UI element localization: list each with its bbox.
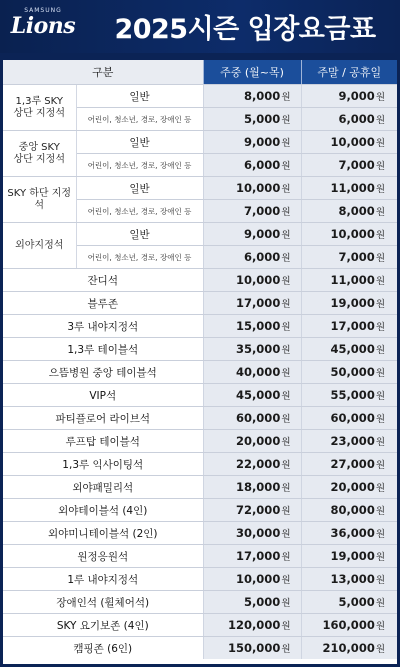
seat-name: 루프탑 테이블석	[3, 430, 203, 453]
table-row	[3, 499, 397, 522]
header-weekend: 주말 / 공휴일	[301, 60, 397, 85]
weekday-price-value: 17,000	[235, 549, 281, 563]
table-row	[3, 614, 397, 637]
weekend-price-value: 19,000	[330, 549, 375, 563]
weekday-price	[203, 453, 301, 476]
weekday-price	[203, 269, 301, 292]
currency-unit: 원	[375, 598, 386, 609]
table-row	[3, 430, 397, 453]
weekday-price-value: 120,000	[227, 618, 281, 632]
seat-name: 1,3루 테이블석	[3, 338, 203, 361]
ticket-type-general: 일반	[76, 85, 203, 108]
weekend-price-value: 13,000	[330, 572, 375, 586]
price-table	[3, 60, 397, 659]
ticket-type-discount: 어린이, 청소년, 경로, 장애인 등	[76, 154, 203, 177]
table-row	[3, 568, 397, 591]
currency-unit: 원	[375, 276, 386, 287]
weekend-price-value: 55,000	[330, 388, 375, 402]
weekend-price	[301, 499, 397, 522]
ticket-type-discount: 어린이, 청소년, 경로, 장애인 등	[76, 108, 203, 131]
table-row	[3, 407, 397, 430]
table-row	[3, 384, 397, 407]
currency-unit: 원	[375, 345, 386, 356]
weekday-price-value: 17,000	[235, 296, 281, 310]
currency-unit: 원	[375, 92, 386, 103]
currency-unit: 원	[375, 483, 386, 494]
currency-unit: 원	[281, 644, 291, 655]
weekend-price-value: 27,000	[330, 457, 375, 471]
weekend-price	[301, 384, 397, 407]
weekday-price	[203, 177, 301, 200]
table-row	[3, 315, 397, 338]
currency-unit: 원	[375, 138, 386, 149]
weekday-price	[203, 292, 301, 315]
weekend-price-value: 60,000	[330, 411, 375, 425]
logo-samsung-text: SAMSUNG	[24, 7, 62, 14]
table-row	[3, 269, 397, 292]
seat-name: 잔디석	[3, 269, 203, 292]
currency-unit: 원	[281, 460, 291, 471]
weekend-price	[301, 131, 397, 154]
weekend-price	[301, 591, 397, 614]
weekday-price	[203, 430, 301, 453]
weekday-price-value: 8,000	[243, 89, 281, 103]
currency-unit: 원	[375, 299, 386, 310]
currency-unit: 원	[281, 506, 291, 517]
weekday-price	[203, 499, 301, 522]
currency-unit: 원	[281, 161, 291, 172]
table-row	[3, 545, 397, 568]
weekday-price	[203, 200, 301, 223]
currency-unit: 원	[375, 115, 386, 126]
currency-unit: 원	[375, 391, 386, 402]
currency-unit: 원	[375, 230, 386, 241]
currency-unit: 원	[375, 184, 386, 195]
weekday-price-value: 18,000	[235, 480, 281, 494]
seat-name: 외야패밀리석	[3, 476, 203, 499]
table-row	[3, 131, 397, 154]
lions-logo	[10, 5, 76, 47]
currency-unit: 원	[281, 598, 291, 609]
currency-unit: 원	[281, 138, 291, 149]
weekend-price	[301, 637, 397, 660]
weekday-price-value: 72,000	[235, 503, 281, 517]
currency-unit: 원	[375, 621, 386, 632]
page-title: 2025시즌 입장요금표	[114, 14, 376, 45]
weekday-price	[203, 568, 301, 591]
weekday-price-value: 35,000	[235, 342, 281, 356]
ticket-type-discount: 어린이, 청소년, 경로, 장애인 등	[76, 200, 203, 223]
weekend-price	[301, 545, 397, 568]
seat-name: 으뜸병원 중앙 테이블석	[3, 361, 203, 384]
seat-name: 캠핑존 (6인)	[3, 637, 203, 660]
header-category: 구분	[3, 60, 203, 85]
currency-unit: 원	[281, 368, 291, 379]
weekday-price-value: 150,000	[227, 641, 281, 655]
weekday-price	[203, 315, 301, 338]
weekend-price-value: 6,000	[338, 112, 375, 126]
currency-unit: 원	[375, 552, 386, 563]
currency-unit: 원	[281, 437, 291, 448]
seat-group-line1: 중앙 SKY	[18, 141, 60, 153]
weekend-price-value: 19,000	[330, 296, 375, 310]
currency-unit: 원	[281, 299, 291, 310]
weekend-price	[301, 568, 397, 591]
weekday-price-value: 20,000	[235, 434, 281, 448]
weekday-price	[203, 591, 301, 614]
weekday-price-value: 7,000	[243, 204, 281, 218]
seat-name: 외야테이블석 (4인)	[3, 499, 203, 522]
table-row	[3, 522, 397, 545]
ticket-type-general: 일반	[76, 223, 203, 246]
weekday-price-value: 45,000	[235, 388, 281, 402]
currency-unit: 원	[281, 575, 291, 586]
currency-unit: 원	[281, 230, 291, 241]
seat-group-line2: 상단 지정석	[13, 107, 65, 119]
weekday-price	[203, 384, 301, 407]
currency-unit: 원	[281, 483, 291, 494]
table-row	[3, 223, 397, 246]
weekend-price	[301, 522, 397, 545]
currency-unit: 원	[375, 414, 386, 425]
weekend-price	[301, 614, 397, 637]
currency-unit: 원	[281, 414, 291, 425]
weekend-price	[301, 338, 397, 361]
seat-name: 1루 내야지정석	[3, 568, 203, 591]
weekday-price-value: 10,000	[235, 273, 281, 287]
seat-group-line1: 1,3루 SKY	[15, 95, 63, 107]
weekend-price	[301, 154, 397, 177]
ticket-type-general: 일반	[76, 177, 203, 200]
currency-unit: 원	[281, 115, 291, 126]
seat-group-line1: 외야지정석	[15, 239, 64, 251]
weekend-price	[301, 223, 397, 246]
currency-unit: 원	[281, 529, 291, 540]
currency-unit: 원	[281, 391, 291, 402]
weekend-price-value: 10,000	[330, 135, 375, 149]
seat-name: 1,3루 익사이팅석	[3, 453, 203, 476]
weekday-price	[203, 637, 301, 660]
seat-name: 외야미니테이블석 (2인)	[3, 522, 203, 545]
seat-group-name	[3, 223, 76, 269]
weekday-price	[203, 545, 301, 568]
weekday-price-value: 5,000	[243, 595, 281, 609]
currency-unit: 원	[375, 161, 386, 172]
weekday-price-value: 9,000	[243, 135, 281, 149]
seat-name: 3루 내야지정석	[3, 315, 203, 338]
seat-name: SKY 요기보존 (4인)	[3, 614, 203, 637]
currency-unit: 원	[375, 529, 386, 540]
weekday-price-value: 30,000	[235, 526, 281, 540]
weekday-price	[203, 131, 301, 154]
table-row	[3, 177, 397, 200]
weekend-price-value: 7,000	[338, 158, 375, 172]
currency-unit: 원	[281, 276, 291, 287]
weekday-price-value: 10,000	[235, 572, 281, 586]
weekday-price-value: 6,000	[243, 158, 281, 172]
weekend-price-value: 50,000	[330, 365, 375, 379]
currency-unit: 원	[281, 92, 291, 103]
ticket-type-discount: 어린이, 청소년, 경로, 장애인 등	[76, 246, 203, 269]
seat-name: 파티플로어 라이브석	[3, 407, 203, 430]
table-row	[3, 476, 397, 499]
seat-name: 원정응원석	[3, 545, 203, 568]
currency-unit: 원	[375, 437, 386, 448]
weekend-price-value: 5,000	[338, 595, 375, 609]
table-row	[3, 338, 397, 361]
weekend-price-value: 23,000	[330, 434, 375, 448]
currency-unit: 원	[375, 207, 386, 218]
weekday-price	[203, 476, 301, 499]
weekend-price-value: 36,000	[330, 526, 375, 540]
weekend-price-value: 45,000	[330, 342, 375, 356]
weekend-price	[301, 476, 397, 499]
weekday-price-value: 60,000	[235, 411, 281, 425]
weekend-price-value: 17,000	[330, 319, 375, 333]
table-body	[3, 85, 397, 660]
seat-group-name	[3, 131, 76, 177]
weekday-price	[203, 223, 301, 246]
currency-unit: 원	[281, 621, 291, 632]
weekday-price-value: 6,000	[243, 250, 281, 264]
seat-group-line2: 상단 지정석	[13, 153, 65, 165]
seat-name: VIP석	[3, 384, 203, 407]
weekday-price	[203, 407, 301, 430]
weekend-price-value: 210,000	[322, 641, 375, 655]
weekend-price-value: 11,000	[330, 273, 375, 287]
seat-group-name	[3, 177, 76, 223]
weekend-price-value: 8,000	[338, 204, 375, 218]
weekday-price	[203, 614, 301, 637]
currency-unit: 원	[375, 253, 386, 264]
weekend-price	[301, 269, 397, 292]
seat-group-line1: SKY 하단 지정석	[7, 187, 72, 211]
seat-name: 블루존	[3, 292, 203, 315]
weekend-price-value: 9,000	[338, 89, 375, 103]
weekday-price-value: 22,000	[235, 457, 281, 471]
weekend-price-value: 7,000	[338, 250, 375, 264]
weekday-price-value: 9,000	[243, 227, 281, 241]
weekend-price	[301, 315, 397, 338]
weekday-price	[203, 108, 301, 131]
weekend-price	[301, 361, 397, 384]
seat-group-name	[3, 85, 76, 131]
table-row	[3, 85, 397, 108]
price-table-container	[3, 60, 397, 664]
currency-unit: 원	[281, 345, 291, 356]
currency-unit: 원	[281, 322, 291, 333]
page-header	[0, 0, 400, 53]
currency-unit: 원	[281, 207, 291, 218]
weekend-price	[301, 246, 397, 269]
weekday-price	[203, 154, 301, 177]
currency-unit: 원	[375, 368, 386, 379]
weekday-price-value: 15,000	[235, 319, 281, 333]
table-header-row	[3, 60, 397, 85]
weekend-price	[301, 407, 397, 430]
weekday-price	[203, 522, 301, 545]
currency-unit: 원	[375, 460, 386, 471]
ticket-type-general: 일반	[76, 131, 203, 154]
weekend-price	[301, 85, 397, 108]
seat-name: 장애인석 (휠체어석)	[3, 591, 203, 614]
table-row	[3, 591, 397, 614]
table-row	[3, 292, 397, 315]
currency-unit: 원	[375, 575, 386, 586]
weekend-price-value: 20,000	[330, 480, 375, 494]
logo-lions-text: Lions	[10, 13, 76, 39]
weekend-price	[301, 453, 397, 476]
weekday-price	[203, 246, 301, 269]
weekend-price	[301, 108, 397, 131]
weekend-price	[301, 177, 397, 200]
currency-unit: 원	[375, 506, 386, 517]
weekend-price-value: 160,000	[322, 618, 375, 632]
currency-unit: 원	[281, 253, 291, 264]
weekend-price	[301, 430, 397, 453]
weekday-price-value: 10,000	[235, 181, 281, 195]
weekday-price-value: 5,000	[243, 112, 281, 126]
weekday-price	[203, 85, 301, 108]
weekday-price	[203, 361, 301, 384]
weekend-price-value: 11,000	[330, 181, 375, 195]
table-row	[3, 453, 397, 476]
table-row	[3, 637, 397, 660]
weekend-price	[301, 200, 397, 223]
currency-unit: 원	[375, 644, 386, 655]
weekday-price	[203, 338, 301, 361]
weekday-price-value: 40,000	[235, 365, 281, 379]
currency-unit: 원	[281, 184, 291, 195]
header-weekday: 주중 (월~목)	[203, 60, 301, 85]
weekend-price-value: 80,000	[330, 503, 375, 517]
weekend-price	[301, 292, 397, 315]
weekend-price-value: 10,000	[330, 227, 375, 241]
currency-unit: 원	[375, 322, 386, 333]
currency-unit: 원	[281, 552, 291, 563]
table-row	[3, 361, 397, 384]
